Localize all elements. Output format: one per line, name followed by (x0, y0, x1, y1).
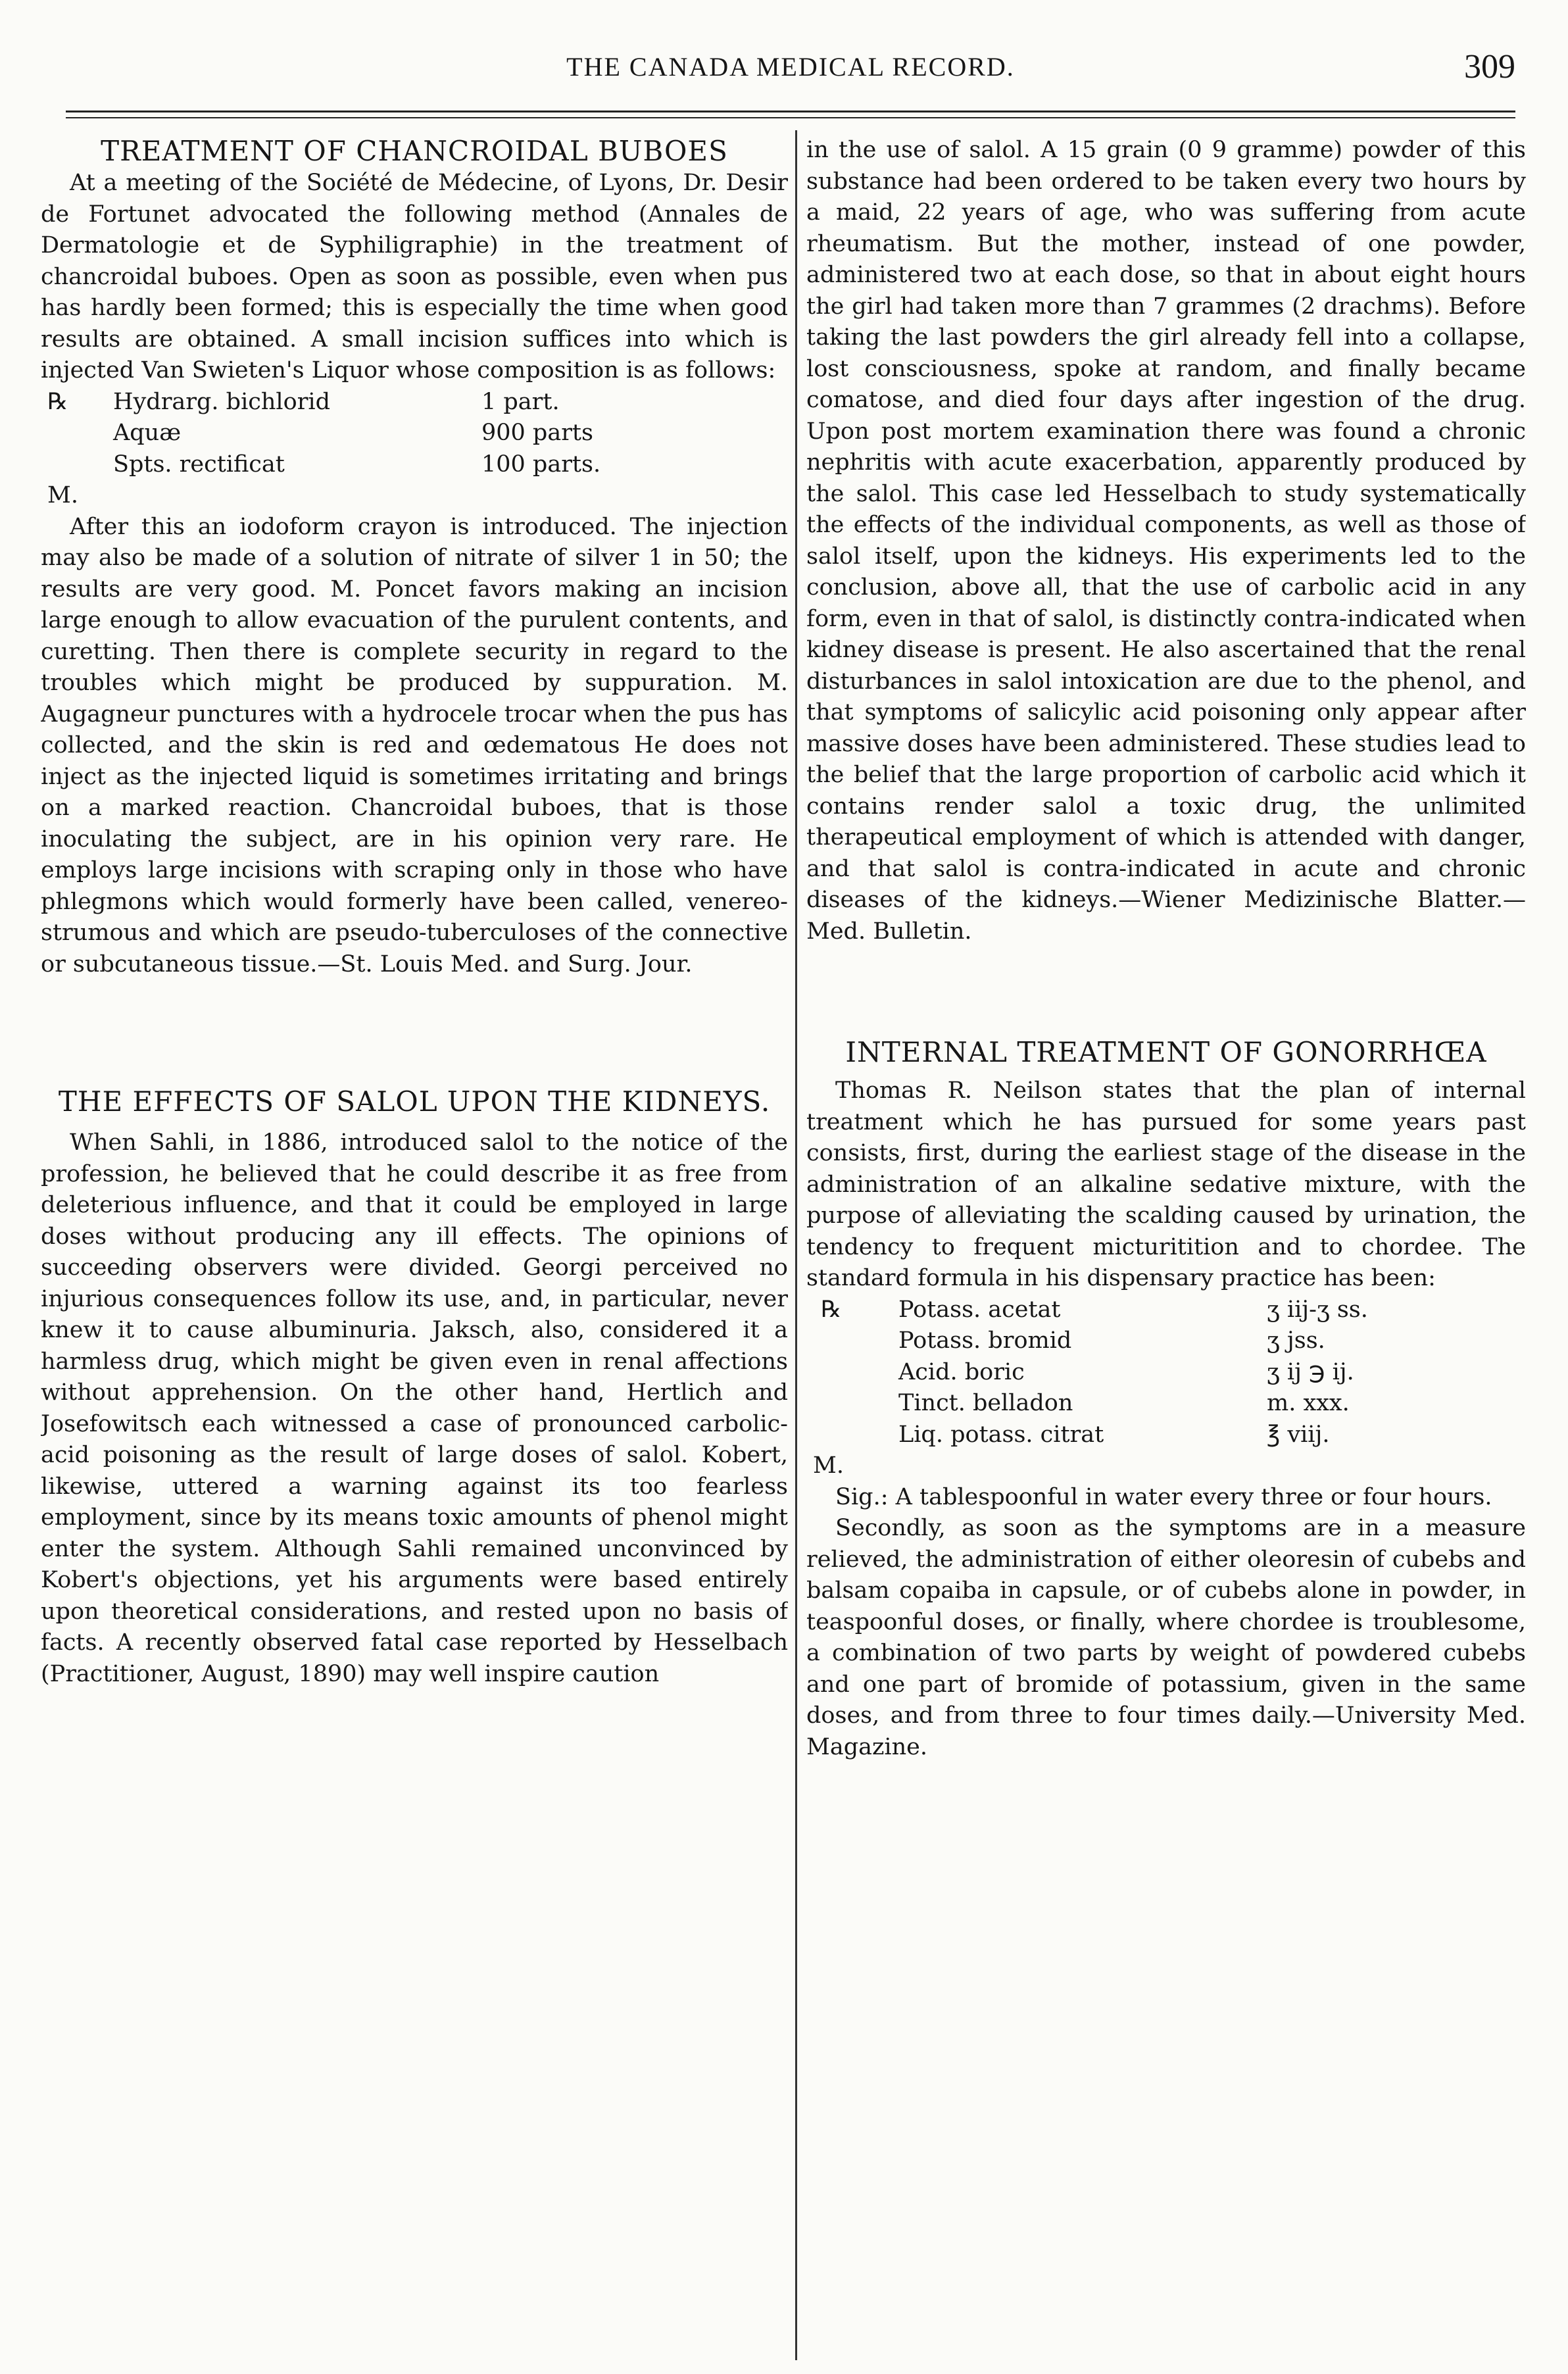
section-gap (41, 980, 788, 1085)
prescription-row (806, 1388, 1526, 1420)
drug-name: Tinct. belladon (898, 1390, 1073, 1416)
article-paragraph: When Sahli, in 1886, introduced salol to the notice of the profession, he believed that he could describe it as free from deleterious influence, and that it could be employed in large doses without producing any ill effects. The opinions of succeeding observers were divided. Georgi perceived no injurious consequences follow its use, and, in particular, never knew it to cause albuminuria. Jaksch, also, considered it a harmless drug, which might be given even in renal affections without apprehension. On the other hand, Hertlich and Josefowitsch each witnessed a case of pronounced carbolic-acid poisoning as the result of large doses of salol. Kobert, likewise, uttered a warning against its too fearless employment, since by its means toxic amounts of phenol might enter the system. Although Sahli remained unconvinced by Kobert's objections, yet his arguments were based entirely upon theoretical considerations, and rested upon no basis of facts. A recently observed fatal case reported by Hesselbach (Practitioner, August, 1890) may well inspire caution (41, 1129, 788, 1687)
drug-quantity: ʒ ij ℈ ij. (1267, 1358, 1354, 1385)
drug-name: Acid. boric (898, 1358, 1025, 1385)
prescription-row (806, 1357, 1526, 1389)
spacer (41, 1118, 788, 1127)
drug-quantity: 100 parts. (481, 451, 601, 478)
drug-quantity: ʒ iij-ʒ ss. (1267, 1296, 1368, 1323)
drug-name: Hydrarg. bichlorid (113, 388, 331, 415)
article-paragraph: After this an iodoform crayon is introduced. The injection may also be made of a solution of nitrate of silver 1 in 50; the results are very good. M. Poncet favors making an incision large enough to allow evacuation of the purulent contents, and curetting. Then there is complete security in regard to the troubles which might be produced by suppuration. M. Augagneur punctures with a hydrocele trocar when the pus has collected, and the skin is red and œdematous He does not inject as the injected liquid is sometimes irritating and brings on a marked reaction. Chancroidal buboes, that is those inoculating the subject, are in his opinion very rare. He employs large incisions with scraping only in those who have phlegmons which would formerly have been called, venereo-strumous and which are pseudo-tuberculoses of the connective or subcutaneous tissue.—St. Louis Med. and Surg. Jour. (41, 513, 788, 977)
article-paragraph-continued: in the use of salol. A 15 grain (0 9 gramme) powder of this substance had been ordered to be taken every two hours by a maid, 22 years of age, who was suffering from acute rheumatism. But the mother, instead of one powder, administered two at each dose, so that in about eight hours the girl had taken more than 7 grammes (2 drachms). Before taking the last powders the girl already fell into a collapse, lost consciousness, spoke at random, and finally became comatose, and died four days after ingestion of the drug. Upon post mortem examination there was found a chronic nephritis with acute exacerbation, apparently produced by the salol. This case led Hesselbach to study systematically the effects of the individual components, as well as those of salol itself, upon the kidneys. His experiments led to the conclusion, above all, that the use of carbolic acid in any form, even in that of salol, is distinctly contra-indicated when kidney disease is present. He also ascertained that the renal disturbances in salol intoxication are due to the phenol, and that symptoms of salicylic acid poisoning only appear after massive doses have been administered. These studies lead to the belief that the large proportion of carbolic acid which it contains render salol a toxic drug, the unlimited therapeutical employment of which is attended with danger, and that salol is contra-indicated in acute and chronic diseases of the kidneys.—Wiener Medizinische Blatter.—Med. Bulletin. (806, 137, 1526, 945)
prescription-row (806, 1295, 1526, 1326)
prescription-1 (41, 387, 788, 512)
drug-quantity: ʒ jss. (1267, 1327, 1325, 1354)
recipe-symbol (41, 418, 113, 449)
prescription-row (41, 449, 788, 481)
drug-name: Potass. acetat (898, 1296, 1061, 1323)
recipe-symbol (806, 1325, 898, 1357)
column-divider (795, 130, 797, 2360)
recipe-symbol (806, 1357, 898, 1389)
article-title-gonorrhoea: INTERNAL TREATMENT OF GONORRHŒA (845, 1036, 1487, 1068)
left-column (41, 135, 788, 2365)
article-title-chancroidal-buboes: TREATMENT OF CHANCROIDAL BUBOES (101, 135, 728, 167)
drug-name: Potass. bromid (898, 1327, 1072, 1354)
header-rule-thin (66, 117, 1515, 118)
drug-name: Spts. rectificat (113, 451, 285, 478)
drug-name: Liq. potass. citrat (898, 1421, 1104, 1448)
recipe-symbol: ℞ (47, 388, 68, 415)
journal-title: THE CANADA MEDICAL RECORD. (566, 52, 1015, 82)
recipe-symbol (41, 449, 113, 481)
drug-quantity: 1 part. (481, 388, 560, 415)
prescription-row (806, 1325, 1526, 1357)
article-paragraph: At a meeting of the Société de Médecine, of Lyons, Dr. Desir de Fortunet advocated the following method (Annales de Dermatologie et de Syphiligraphie) in the treatment of chancroidal buboes. Open as soon as possible, even when pus has hardly been formed; this is especially the time when good results are obtained. A small incision suffices into which is injected Van Swieten's Liquor whose composition is as follows: (41, 170, 788, 383)
article-paragraph: Secondly, as soon as the symptoms are in a measure relieved, the administration of either oleoresin of cubebs and balsam copaiba in capsule, or of cubebs alone in powder, in teaspoonful doses, or finally, where chordee is troublesome, a combination of two parts by weight of powdered cubebs and one part of bromide of potassium, given in the same doses, and from three to four times daily.—University Med. Magazine. (806, 1515, 1526, 1760)
misce-mark: M. (813, 1452, 844, 1479)
header-rule (66, 111, 1515, 112)
article-title-salol-kidneys: THE EFFECTS OF SALOL UPON THE KIDNEYS. (58, 1085, 771, 1118)
prescription-row (41, 418, 788, 449)
page-number: 309 (1464, 48, 1515, 86)
right-column (806, 135, 1526, 2365)
spacer (806, 1069, 1526, 1076)
running-head (66, 48, 1515, 97)
recipe-symbol: ℞ (821, 1296, 842, 1323)
drug-quantity: m. xxx. (1267, 1390, 1350, 1416)
prescription-2 (806, 1295, 1526, 1482)
section-gap (806, 947, 1526, 1036)
drug-quantity: 900 parts (481, 420, 593, 446)
recipe-symbol (806, 1420, 898, 1451)
drug-quantity: ℥ viij. (1267, 1421, 1330, 1448)
article-paragraph: Thomas R. Neilson states that the plan of internal treatment which he has pursued for some years past consists, first, during the earliest stage of the disease in the administration of an alkaline sedative mixture, with the purpose of alleviating the scalding caused by urination, the tendency to frequent micturitition and to chordee. The standard formula in his dispensary practice has been: (806, 1077, 1526, 1291)
signa-instructions: Sig.: A tablespoonful in water every three or four hours. (835, 1483, 1492, 1510)
prescription-row (41, 387, 788, 418)
misce-mark: M. (47, 482, 78, 508)
prescription-row (806, 1420, 1526, 1451)
drug-name: Aquæ (113, 420, 182, 446)
recipe-symbol (806, 1388, 898, 1420)
